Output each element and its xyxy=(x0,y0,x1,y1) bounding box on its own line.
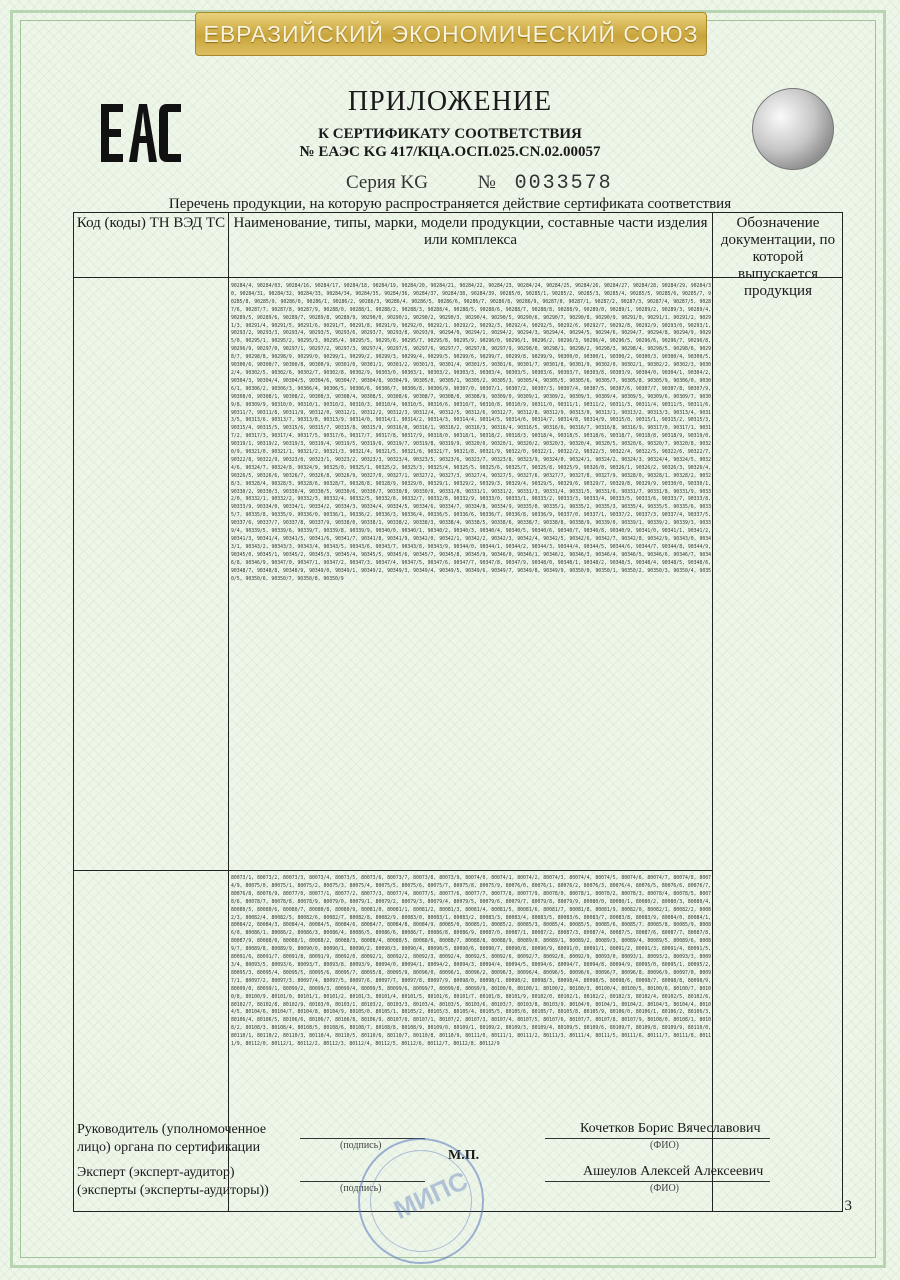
seal-label: М.П. xyxy=(448,1148,480,1163)
head-sign-hint: (подпись) xyxy=(340,1140,382,1151)
head-label-line2: лицо) органа по сертификации xyxy=(77,1140,261,1155)
series-label: Серия KG xyxy=(346,172,428,193)
expert-name-hint: (ФИО) xyxy=(650,1183,680,1194)
stamp-text: МИПС xyxy=(389,1165,473,1226)
name-line xyxy=(545,1181,770,1182)
expert-label-line1: Эксперт (эксперт-аудитор) xyxy=(77,1165,235,1180)
document-title: ПРИЛОЖЕНИЕ xyxy=(347,86,553,117)
document-subtitle: К СЕРТИФИКАТУ СООТВЕТСТВИЯ xyxy=(318,126,582,142)
col-divider xyxy=(228,213,229,1211)
name-line xyxy=(545,1138,770,1139)
row-divider xyxy=(74,870,712,871)
head-name-hint: (ФИО) xyxy=(650,1140,680,1151)
page-number: 3 xyxy=(844,1198,852,1214)
product-list-caption: Перечень продукции, на которую распространяется действие сертификата соответствия xyxy=(168,196,732,212)
signature-line xyxy=(300,1138,425,1139)
head-name: Кочетков Борис Вячеславович xyxy=(580,1121,761,1136)
expert-sign-hint: (подпись) xyxy=(340,1183,382,1194)
column-header-code: Код (коды) ТН ВЭД ТС xyxy=(76,215,226,231)
products-table xyxy=(73,212,843,1212)
series-row xyxy=(346,172,613,195)
expert-name: Ашеулов Алексей Алексеевич xyxy=(583,1164,764,1179)
union-banner: ЕВРАЗИЙСКИЙ ЭКОНОМИЧЕСКИЙ СОЮЗ xyxy=(195,12,707,56)
signature-line xyxy=(300,1181,425,1182)
expert-label-line2: (эксперты (эксперты-аудиторы)) xyxy=(77,1183,269,1198)
head-label-line1: Руководитель (уполномоченное xyxy=(77,1122,267,1137)
codes-list: 80073/1, 80073/2, 80073/3, 80073/4, 80073/5, 80073/6, 80073/7, 80073/8, 80073/9, 80074/0, 80074/1, 80074/2, 80074/3, 80074/4, 80074/5, 80074/6, 80074/7, 80074/8, 80074/9, 80075/0, 80075/1, 80075/2, 80075/3, 80075/4, 80075/5, 80075/6, 80075/7, 80075/8, 80075/9, 80076/0, 80076/1, 80076/2, 80076/3, 80076/4, 80076/5, 80076/6, 80076/7, 80076/8, 80076/9, 80077/0, 80077/1, 80077/2, 80077/3, 80077/4, 80077/5, 80077/6, 80077/7, 80077/8, 80077/9, 80078/0, 80078/1, 80078/2, 80078/3, 80078/4, 80078/5, 80078/6, 80078/7, 80078/8, 80078/9, 80079/0, 80079/1, 80079/2, 80079/3, 80079/4, 80079/5, 80079/6, 80079/7, 80079/8, 80079/9, 80080/0, 80080/1, 80080/2, 80080/3, 80080/4, 80080/5, 80080/6, 80080/7, 80080/8, 80080/9, 80081/0, 80081/1, 80081/2, 80081/3, 80081/4, 80081/5, 80081/6, 80081/7, 80081/8, 80081/9, 80082/0, 80082/1, 80082/2, 80082/3, 80082/4, 80082/5, 80082/6, 80082/7, 80082/8, 80082/9, 80083/0, 80083/1, 80083/2, 80083/3, 80083/4, 80083/5, 80083/6, 80083/7, 80083/8, 80083/9, 80084/0, 80084/1, 80084/2, 80084/3, 80084/4, 80084/5, 80084/6, 80084/7, 80084/8, 80084/9, 80085/0, 80085/1, 80085/2, 80085/3, 80085/4, 80085/5, 80085/6, 80085/7, 80085/8, 80085/9, 80086/0, 80086/1, 80086/2, 80086/3, 80086/4, 80086/5, 80086/6, 80086/7, 80086/8, 80086/9, 80087/0, 80087/1, 80087/2, 80087/3, 80087/4, 80087/5, 80087/6, 80087/7, 80087/8, 80087/9, 80088/0, 80088/1, 80088/2, 80088/3, 80088/4, 80088/5, 80088/6, 80088/7, 80088/8, 80088/9, 80089/0, 80089/1, 80089/2, 80089/3, 80089/4, 80089/5, 80089/6, 80089/7, 80089/8, 80089/9, 80090/0, 80090/1, 80090/2, 80090/3, 80090/4, 80090/5, 80090/6, 80090/7, 80090/8, 80090/9, 80091/0, 80091/1, 80091/2, 80091/3, 80091/4, 80091/5, 80091/6, 80091/7, 80091/8, 80091/9, 80092/0, 80092/1, 80092/2, 80092/3, 80092/4, 80092/5, 80092/6, 80092/7, 80092/8, 80092/9, 80093/0, 80093/1, 80093/2, 80093/3, 80093/4, 80093/5, 80093/6, 80093/7, 80093/8, 80093/9, 80094/0, 80094/1, 80094/2, 80094/3, 80094/4, 80094/5, 80094/6, 80094/7, 80094/8, 80094/9, 80095/0, 80095/1, 80095/2, 80095/3, 80095/4, 80095/5, 80095/6, 80095/7, 80095/8, 80095/9, 80096/0, 80096/1, 80096/2, 80096/3, 80096/4, 80096/5, 80096/6, 80096/7, 80096/8, 80096/9, 80097/0, 80097/1, 80097/2, 80097/3, 80097/4, 80097/5, 80097/6, 80097/7, 80097/8, 80097/9, 80098/0, 80098/1, 80098/2, 80098/3, 80098/4, 80098/5, 80098/6, 80098/7, 80098/8, 80098/9, 80099/0, 80099/1, 80099/2, 80099/3, 80099/4, 80099/5, 80099/6, 80099/7, 80099/8, 80099/9, 80100/0, 80100/1, 80100/2, 80100/3, 80100/4, 80100/5, 80100/6, 80100/7, 80100/8, 80100/9, 80101/0, 80101/1, 80101/2, 80101/3, 80101/4, 80101/5, 80101/6, 80101/7, 80101/8, 80101/9, 80102/0, 80102/1, 80102/2, 80102/3, 80102/4, 80102/5, 80102/6, 80102/7, 80102/8, 80102/9, 80103/0, 80103/1, 80103/2, 80103/3, 80103/4, 80103/5, 80103/6, 80103/7, 80103/8, 80103/9, 80104/0, 80104/1, 80104/2, 80104/3, 80104/4, 80104/5, 80104/6, 80104/7, 80104/8, 80104/9, 80105/0, 80105/1, 80105/2, 80105/3, 80105/4, 80105/5, 80105/6, 80105/7, 80105/8, 80105/9, 80106/0, 80106/1, 80106/2, 80106/3, 80106/4, 80106/5, 80106/6, 80106/7, 80106/8, 80106/9, 80107/0, 80107/1, 80107/2, 80107/3, 80107/4, 80107/5, 80107/6, 80107/7, 80107/8, 80107/9, 80108/0, 80108/1, 80108/2, 80108/3, 80108/4, 80108/5, 80108/6, 80108/7, 80108/8, 80108/9, 80109/0, 80109/1, 80109/2, 80109/3, 80109/4, 80109/5, 80109/6, 80109/7, 80109/8, 80109/9, 80110/0, 80110/1, 80110/2, 80110/3, 80110/4, 80110/5, 80110/6, 80110/7, 80110/8, 80110/9, 80111/0, 80111/1, 80111/2, 80111/3, 80111/4, 80111/5, 80111/6, 80111/7, 80111/8, 80111/9, 80112/0, 80112/1, 80112/2, 80112/3, 80112/4, 80112/5, 80112/6, 80112/7, 80112/8, 80112/9 xyxy=(231,876,711,1048)
number-sign: № xyxy=(477,172,496,193)
column-header-doc: Обозначение документации, по которой выпускается продукция xyxy=(720,215,836,299)
certificate-number: № ЕАЭС KG 417/КЦА.ОСП.025.CN.02.00057 xyxy=(299,144,601,160)
column-header-name: Наименование, типы, марки, модели продукции, составные части изделия или комплекса xyxy=(233,215,708,248)
codes-list: 90284/4, 90284/03, 90284/16, 90284/17, 90284/18, 90284/19, 90284/20, 90284/21, 90284/22, 90284/23, 90284/24, 90284/25, 90284/26, 90284/27, 90284/28, 90284/29, 90284/30, 90284/31, 90284/32, 90284/33, 90284/34, 90284/35, 90284/36, 90284/37, 90284/38, 90284/39, 90285/0, 90285/1, 90285/2, 90285/3, 90285/4, 90285/5, 90285/6, 90285/7, 90285/8, 90285/9, 90286/0, 90286/1, 90286/2, 90286/3, 90286/4, 90286/5, 90286/6, 90286/7, 90286/8, 90286/9, 90287/0, 90287/1, 90287/2, 90287/3, 90287/4, 90287/5, 90287/6, 90287/7, 90287/8, 90287/9, 90288/0, 90288/1, 90288/2, 90288/3, 90288/4, 90288/5, 90288/6, 90288/7, 90288/8, 90288/9, 90289/0, 90289/1, 90289/2, 90289/3, 90289/4, 90289/5, 90289/6, 90289/7, 90289/8, 90289/9, 90290/0, 90290/1, 90290/2, 90290/3, 90290/4, 90290/5, 90290/6, 90290/7, 90290/8, 90290/9, 90291/0, 90291/1, 90291/2, 90291/3, 90291/4, 90291/5, 90291/6, 90291/7, 90291/8, 90291/9, 90292/0, 90292/1, 90292/2, 90292/3, 90292/4, 90292/5, 90292/6, 90292/7, 90292/8, 90292/9, 90293/0, 90293/1, 90293/2, 90293/3, 90293/4, 90293/5, 90293/6, 90293/7, 90293/8, 90293/9, 90294/0, 90294/1, 90294/2, 90294/3, 90294/4, 90294/5, 90294/6, 90294/7, 90294/8, 90294/9, 90295/0, 90295/1, 90295/2, 90295/3, 90295/4, 90295/5, 90295/6, 90295/7, 90295/8, 90295/9, 90296/0, 90296/1, 90296/2, 90296/3, 90296/4, 90296/5, 90296/6, 90296/7, 90296/8, 90296/9, 90297/0, 90297/1, 90297/2, 90297/3, 90297/4, 90297/5, 90297/6, 90297/7, 90297/8, 90297/9, 90298/0, 90298/1, 90298/2, 90298/3, 90298/4, 90298/5, 90298/6, 90298/7, 90298/8, 90298/9, 90299/0, 90299/1, 90299/2, 90299/3, 90299/4, 90299/5, 90299/6, 90299/7, 90299/8, 90299/9, 90300/0, 90300/1, 90300/2, 90300/3, 90300/4, 90300/5, 90300/6, 90300/7, 90300/8, 90300/9, 90301/0, 90301/1, 90301/2, 90301/3, 90301/4, 90301/5, 90301/6, 90301/7, 90301/8, 90301/9, 90302/0, 90302/1, 90302/2, 90302/3, 90302/4, 90302/5, 90302/6, 90302/7, 90302/8, 90302/9, 90303/0, 90303/1, 90303/2, 90303/3, 90303/4, 90303/5, 90303/6, 90303/7, 90303/8, 90303/9, 90304/0, 90304/1, 90304/2, 90304/3, 90304/4, 90304/5, 90304/6, 90304/7, 90304/8, 90304/9, 90305/0, 90305/1, 90305/2, 90305/3, 90305/4, 90305/5, 90305/6, 90305/7, 90305/8, 90305/9, 90306/0, 90306/1, 90306/2, 90306/3, 90306/4, 90306/5, 90306/6, 90306/7, 90306/8, 90306/9, 90307/0, 90307/1, 90307/2, 90307/3, 90307/4, 90307/5, 90307/6, 90307/7, 90307/8, 90307/9, 90308/0, 90308/1, 90308/2, 90308/3, 90308/4, 90308/5, 90308/6, 90308/7, 90308/8, 90308/9, 90309/0, 90309/1, 90309/2, 90309/3, 90309/4, 90309/5, 90309/6, 90309/7, 90309/8, 90309/9, 90310/0, 90310/1, 90310/2, 90310/3, 90310/4, 90310/5, 90310/6, 90310/7, 90310/8, 90310/9, 90311/0, 90311/1, 90311/2, 90311/3, 90311/4, 90311/5, 90311/6, 90311/7, 90311/8, 90311/9, 90312/0, 90312/1, 90312/2, 90312/3, 90312/4, 90312/5, 90312/6, 90312/7, 90312/8, 90312/9, 90313/0, 90313/1, 90313/2, 90313/3, 90313/4, 90313/5, 90313/6, 90313/7, 90313/8, 90313/9, 90314/0, 90314/1, 90314/2, 90314/3, 90314/4, 90314/5, 90314/6, 90314/7, 90314/8, 90314/9, 90315/0, 90315/1, 90315/2, 90315/3, 90315/4, 90315/5, 90315/6, 90315/7, 90315/8, 90315/9, 90316/0, 90316/1, 90316/2, 90316/3, 90316/4, 90316/5, 90316/6, 90316/7, 90316/8, 90316/9, 90317/0, 90317/1, 90317/2, 90317/3, 90317/4, 90317/5, 90317/6, 90317/7, 90317/8, 90317/9, 90318/0, 90318/1, 90318/2, 90318/3, 90318/4, 90318/5, 90318/6, 90318/7, 90318/8, 90318/9, 90319/0, 90319/1, 90319/2, 90319/3, 90319/4, 90319/5, 90319/6, 90319/7, 90319/8, 90319/9, 90320/0, 90320/1, 90320/2, 90320/3, 90320/4, 90320/5, 90320/6, 90320/7, 90320/8, 90320/9, 90321/0, 90321/1, 90321/2, 90321/3, 90321/4, 90321/5, 90321/6, 90321/7, 90321/8, 90321/9, 90322/0, 90322/1, 90322/2, 90322/3, 90322/4, 90322/5, 90322/6, 90322/7, 90322/8, 90322/9, 90323/0, 90323/1, 90323/2, 90323/3, 90323/4, 90323/5, 90323/6, 90323/7, 90323/8, 90323/9, 90324/0, 90324/1, 90324/2, 90324/3, 90324/4, 90324/5, 90324/6, 90324/7, 90324/8, 90324/9, 90325/0, 90325/1, 90325/2, 90325/3, 90325/4, 90325/5, 90325/6, 90325/7, 90325/8, 90325/9, 90326/0, 90326/1, 90326/2, 90326/3, 90326/4, 90326/5, 90326/6, 90326/7, 90326/8, 90326/9, 90327/0, 90327/1, 90327/2, 90327/3, 90327/4, 90327/5, 90327/6, 90327/7, 90327/8, 90327/9, 90328/0, 90328/1, 90328/2, 90328/3, 90328/4, 90328/5, 90328/6, 90328/7, 90328/8, 90328/9, 90329/0, 90329/1, 90329/2, 90329/3, 90329/4, 90329/5, 90329/6, 90329/7, 90329/8, 90329/9, 90330/0, 90330/1, 90330/2, 90330/3, 90330/4, 90330/5, 90330/6, 90330/7, 90330/8, 90330/9, 90331/0, 90331/1, 90331/2, 90331/3, 90331/4, 90331/5, 90331/6, 90331/7, 90331/8, 90331/9, 90332/0, 90332/1, 90332/2, 90332/3, 90332/4, 90332/5, 90332/6, 90332/7, 90332/8, 90332/9, 90333/0, 90333/1, 90333/2, 90333/3, 90333/4, 90333/5, 90333/6, 90333/7, 90333/8, 90333/9, 90334/0, 90334/1, 90334/2, 90334/3, 90334/4, 90334/5, 90334/6, 90334/7, 90334/8, 90334/9, 90335/0, 90335/1, 90335/2, 90335/3, 90335/4, 90335/5, 90335/6, 90335/7, 90335/8, 90335/9, 90336/0, 90336/1, 90336/2, 90336/3, 90336/4, 90336/5, 90336/6, 90336/7, 90336/8, 90336/9, 90337/0, 90337/1, 90337/2, 90337/3, 90337/4, 90337/5, 90337/6, 90337/7, 90337/8, 90337/9, 90338/0, 90338/1, 90338/2, 90338/3, 90338/4, 90338/5, 90338/6, 90338/7, 90338/8, 90338/9, 90339/0, 90339/1, 90339/2, 90339/3, 90339/4, 90339/5, 90339/6, 90339/7, 90339/8, 90339/9, 90340/0, 90340/1, 90340/2, 90340/3, 90340/4, 90340/5, 90340/6, 90340/7, 90340/8, 90340/9, 90341/0, 90341/1, 90341/2, 90341/3, 90341/4, 90341/5, 90341/6, 90341/7, 90341/8, 90341/9, 90342/0, 90342/1, 90342/2, 90342/3, 90342/4, 90342/5, 90342/6, 90342/7, 90342/8, 90342/9, 90343/0, 90343/1, 90343/2, 90343/3, 90343/4, 90343/5, 90343/6, 90343/7, 90343/8, 90343/9, 90344/0, 90344/1, 90344/2, 90344/3, 90344/4, 90344/5, 90344/6, 90344/7, 90344/8, 90344/9, 90345/0, 90345/1, 90345/2, 90345/3, 90345/4, 90345/5, 90345/6, 90345/7, 90345/8, 90345/9, 90346/0, 90346/1, 90346/2, 90346/3, 90346/4, 90346/5, 90346/6, 90346/7, 90346/8, 90346/9, 90347/0, 90347/1, 90347/2, 90347/3, 90347/4, 90347/5, 90347/6, 90347/7, 90347/8, 90347/9, 90348/0, 90348/1, 90348/2, 90348/3, 90348/4, 90348/5, 90348/6, 90348/7, 90348/8, 90348/9, 90349/0, 90349/1, 90349/2, 90349/3, 90349/4, 90349/5, 90349/6, 90349/7, 90349/8, 90349/9, 90350/0, 90350/1, 90350/2, 90350/3, 90350/4, 90350/5, 90350/6, 90350/7, 90350/8, 90350/9 xyxy=(231,284,711,582)
col-divider xyxy=(712,213,713,1211)
blank-number: 0033578 xyxy=(514,172,613,195)
